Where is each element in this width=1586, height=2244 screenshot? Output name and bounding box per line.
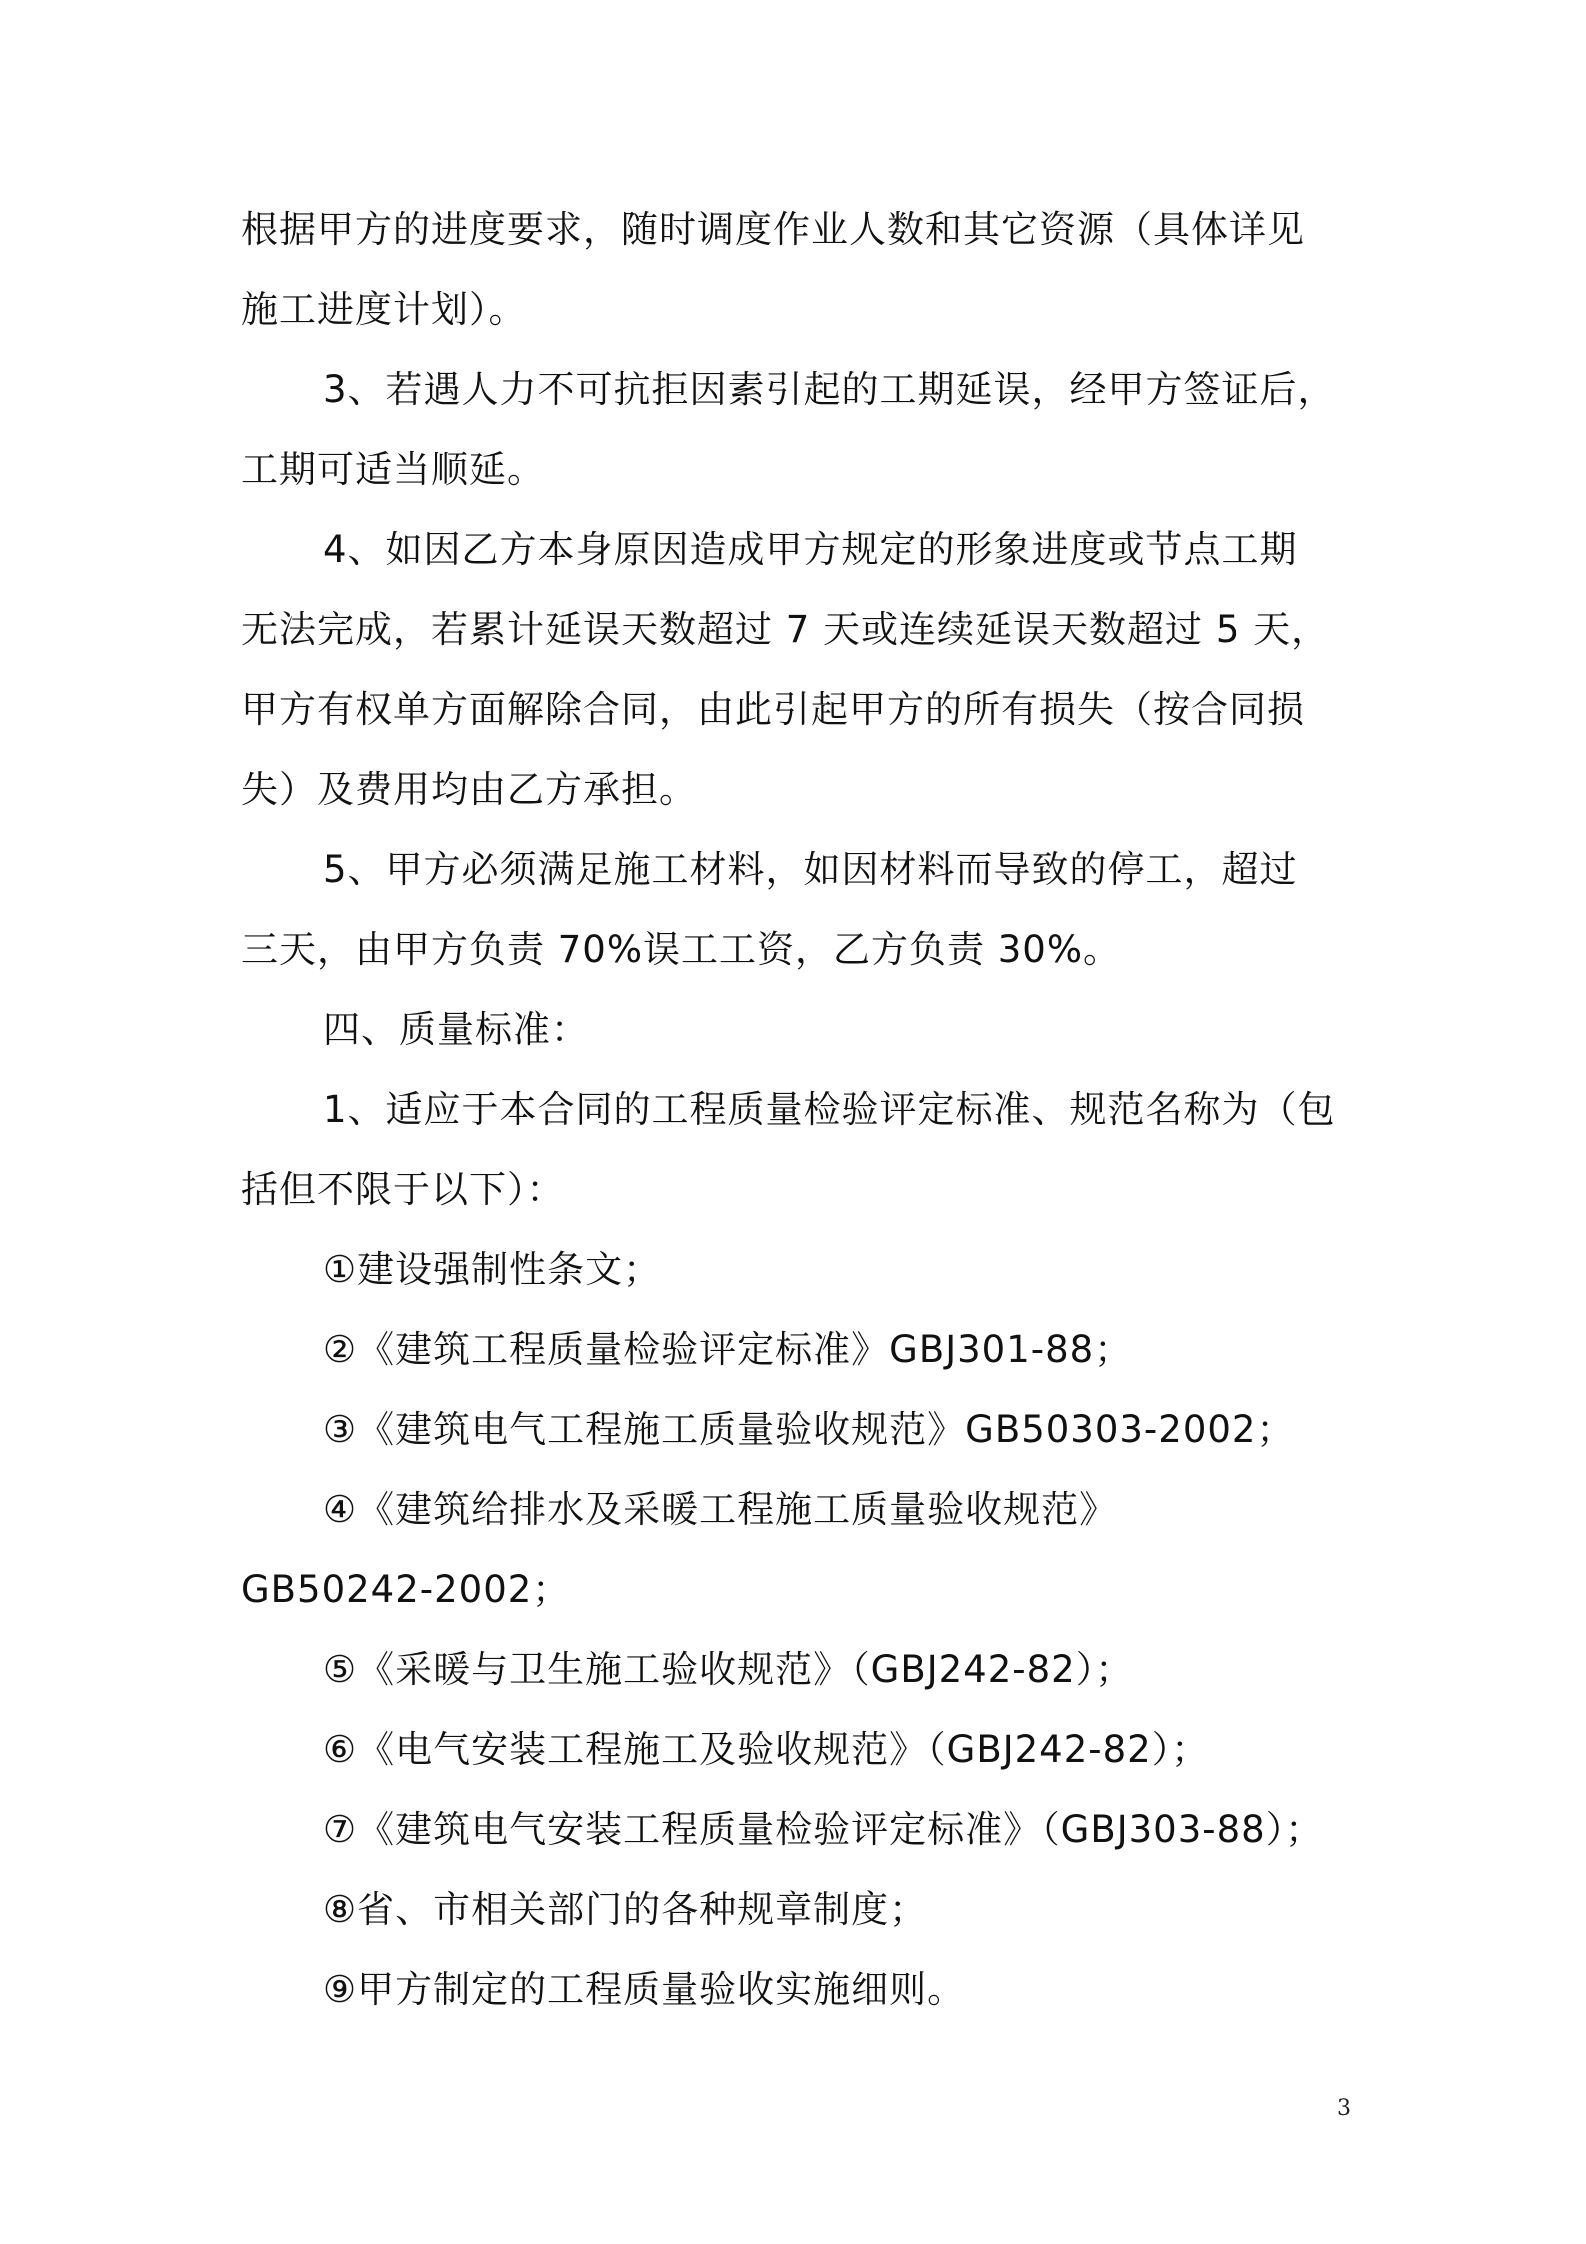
text-line: 施工进度计划）。 [241, 288, 527, 331]
clause-4: 4、如因乙方本身原因造成甲方规定的形象进度或节点工期 [323, 528, 1298, 571]
clause-1: 1、适应于本合同的工程质量检验评定标准、规范名称为（包 [323, 1088, 1336, 1131]
text-line: 甲方有权单方面解除合同，由此引起甲方的所有损失（按合同损 [241, 688, 1305, 731]
text-line: 无法完成，若累计延误天数超过 7 天或连续延误天数超过 5 天， [241, 608, 1330, 651]
standard-item-8: ⑧省、市相关部门的各种规章制度； [323, 1888, 928, 1931]
standard-item-4-code: GB50242-2002； [241, 1568, 571, 1611]
text-line: 根据甲方的进度要求，随时调度作业人数和其它资源（具体详见 [241, 208, 1305, 251]
text-line: 工期可适当顺延。 [241, 448, 545, 491]
text-line: 括但不限于以下）： [241, 1168, 565, 1211]
standard-item-9: ⑨甲方制定的工程质量验收实施细则。 [323, 1968, 966, 2011]
text-line: 失）及费用均由乙方承担。 [241, 768, 697, 811]
body-text [241, 190, 1356, 2030]
clause-3: 3、若遇人力不可抗拒因素引起的工期延误，经甲方签证后， [323, 368, 1336, 411]
clause-5: 5、甲方必须满足施工材料，如因材料而导致的停工，超过 [323, 848, 1298, 891]
standard-item-1: ①建设强制性条文； [323, 1248, 662, 1291]
standard-item-3: ③《建筑电气工程施工质量验收规范》GB50303-2002； [323, 1408, 1295, 1451]
standard-item-2: ②《建筑工程质量检验评定标准》GBJ301-88； [323, 1328, 1133, 1371]
section-heading-quality-standard: 四、质量标准： [323, 1008, 589, 1051]
standard-item-6: ⑥《电气安装工程施工及验收规范》（GBJ242-82）； [323, 1728, 1210, 1771]
text-line: 三天，由甲方负责 70%误工工资，乙方负责 30%。 [241, 928, 1121, 971]
standard-item-5: ⑤《采暖与卫生施工验收规范》（GBJ242-82）； [323, 1648, 1134, 1691]
page-number: 3 [1337, 2096, 1351, 2121]
standard-item-7: ⑦《建筑电气安装工程质量检验评定标准》（GBJ303-88）； [323, 1808, 1324, 1851]
standard-item-4: ④《建筑给排水及采暖工程施工质量验收规范》 [323, 1488, 1118, 1531]
